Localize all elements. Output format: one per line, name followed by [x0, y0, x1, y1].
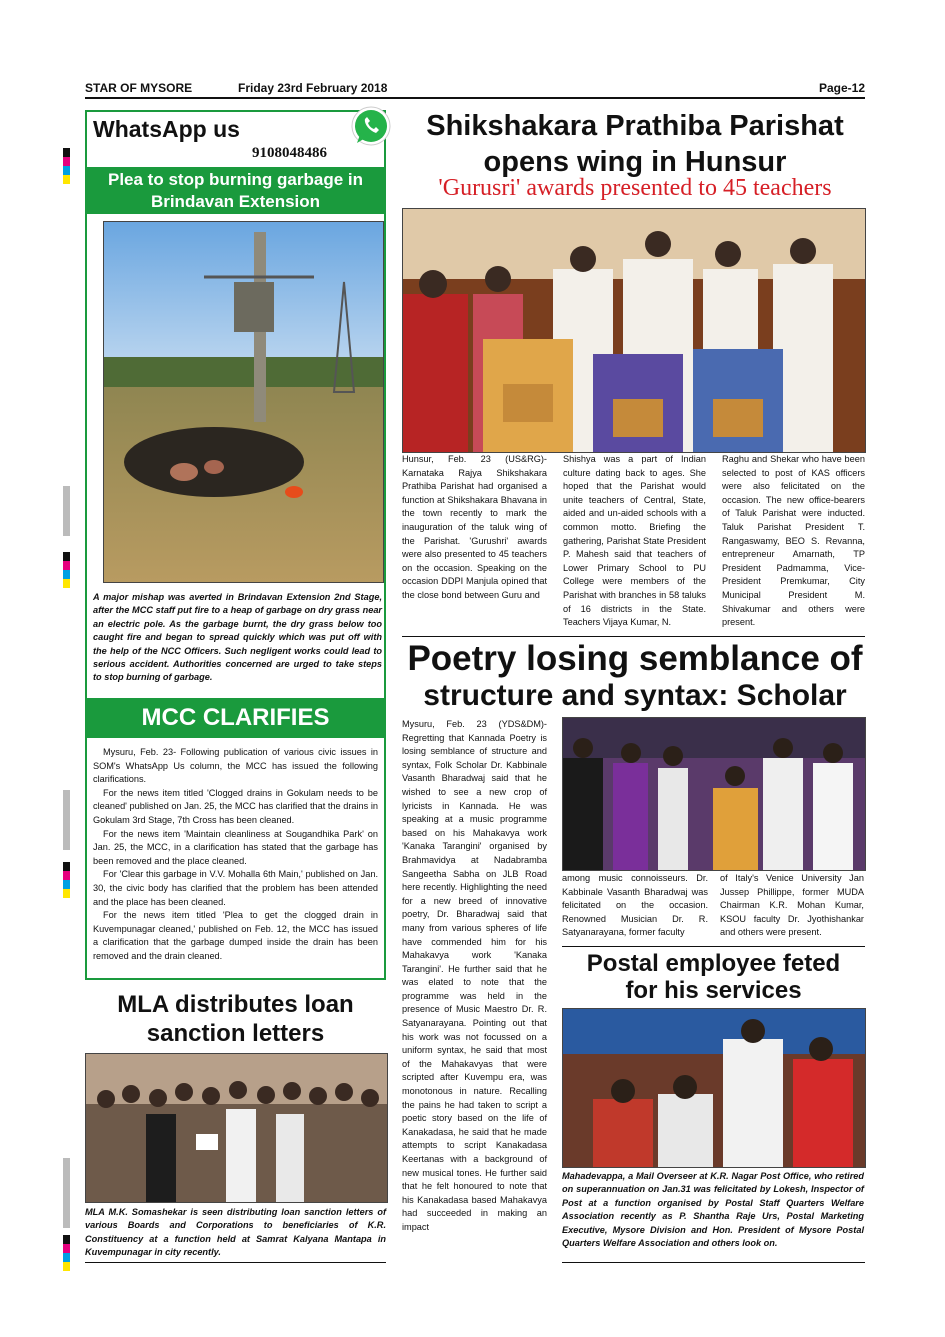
shikshakara-headline [400, 108, 870, 180]
mla-caption: MLA M.K. Somashekar is seen distributing loan sanction letters of various Boards and Corporations to beneficiaries of K.R. Constituency at a function held at Samrat Kalyana Mantapa in Kuvempunagar in city recently. [85, 1207, 386, 1258]
registration-marks-bottom [63, 1235, 70, 1271]
mcc-paragraph-5: For the news item titled 'Plea to get the clogged drain in Kuvempunagar cleaned,' published on Feb. 12, the MCC has issued a clarification that the garbage dumped inside the drain has been removed and the drain cleaned. [93, 910, 378, 961]
mla-photo [85, 1053, 388, 1203]
whatsapp-icon [349, 105, 393, 149]
registration-marks-middle [63, 552, 70, 588]
registration-marks-top [63, 148, 70, 184]
page-number: Page-12 [818, 81, 865, 95]
poetry-headline [400, 639, 870, 713]
issue-date: Friday 23rd February 2018 [238, 81, 388, 95]
mcc-paragraph-1: Mysuru, Feb. 23- Following publication of various civic issues in SOM's WhatsApp Us column, the MCC has issued the following clarifications. [93, 747, 378, 785]
mla-headline-line2: sanction letters [146, 1020, 325, 1047]
header-rule [85, 97, 865, 99]
shikshakara-col2: Shishya was a part of Indian culture dating back to ages. She hoped that the Parishat would unite teachers of Central, State, aided and un-aided schools with a common motto. Briefing the gathering, Parishat State President P. Mahesh said that teachers of Lower Primary School to PU College were members of the Parishat with branches in 58 taluks of 16 districts in the State. Teachers Vijaya Kumar, N. [563, 454, 706, 628]
poetry-col1: Mysuru, Feb. 23 (YDS&DM)- Regretting that Kannada Poetry is losing semblance of structure and syntax, Folk Scholar Dr. Kabbinale Vasanth Bharadwaj said that he wished to see a new crop of lyricists in Kannada. He was speaking at a music programme based on his Mahakavya work 'Kanaka Tarangini' organised by Brahmavidya at Nadabramba Sangeetha Sabha on JLB Road here recently. Highlighting the need for a new breed of innovative poetry, Dr. Bharadwaj said that many from various spheres of life have commended him for his Mahakavya work 'Kanaka Tarangini'. He further said that he was elated to note that the programme was held in the presence of Music Maestro Dr. R. Satyanarayana. Pointing out that his work was not focussed on a uniform syntax, he said that most of the Mahakavyas that were scripted after Kuvempu era, was monotonous in nature. Recalling the pains he had taken to script a poetic story based on the life of Kanakadasa, he said that he made attempts to script Kanakadasa Keertanas with a background of new musical tones. He further said that he felt honoured to note that his Kanakadasa based Mahakavya had succeeded in making an impact [402, 719, 547, 1232]
poetry-headline-line1: Poetry losing semblance of [407, 639, 863, 678]
registration-marks-lower [63, 862, 70, 898]
margin-grey-bar-2 [63, 790, 70, 850]
margin-grey-bar-3 [63, 1158, 70, 1228]
whatsapp-title: WhatsApp us [93, 116, 240, 142]
shikshakara-photo [402, 208, 866, 453]
mcc-title: MCC CLARIFIES [141, 704, 330, 731]
poetry-col2: among music connoisseurs. Dr. Kabbinale Vasanth Bharadwaj was felicitated on the occasion. Renowned Musician Dr. R. Satyanarayana, former faculty [562, 873, 708, 938]
postal-caption-rule [562, 1262, 865, 1263]
postal-headline-line2: for his services [625, 977, 802, 1004]
poetry-headline-line2: structure and syntax: Scholar [423, 679, 847, 712]
postal-headline [562, 950, 865, 1004]
shikshakara-col3: Raghu and Shekar who have been selected to post of KAS officers were also felicitated on the occasion. The new office-bearers of Taluk Parishat were inducted. Taluk Parishat President T. Rangaswamy, BEO S. Revanna, entrepreneur Amarnath, TP President Padmamma, Vice-President Premkumar, City Municipal President M. Shivakumar and others were present. [722, 454, 865, 628]
postal-headline-line1: Postal employee feted [586, 950, 841, 977]
postal-photo [562, 1008, 866, 1168]
mcc-body [93, 746, 378, 964]
postal-caption: Mahadevappa, a Mail Overseer at K.R. Nagar Post Office, who retired on superannuation on Jan.31 was felicitated by Lokesh, Inspector of Post at a function organised by Postal Staff Quarters Welfare Association recently as P. Shantha Raje Urs, Postal Marketing Executive, Mysore Division and Hon. President of Mysore Postal Quarters Welfare Association and others look on. [562, 1171, 864, 1249]
mcc-paragraph-3: For the news item 'Maintain cleanliness at Sougandhika Park' on Jan. 25, the MCC, in a clarification has stated that the garbage has been removed and the place cleaned. [93, 828, 378, 866]
mcc-paragraph-4: For 'Clear this garbage in V.V. Mohalla 6th Main,' published on Jan. 30, the civic body has clarified that the problem has been attended and the place has been cleaned. [93, 869, 378, 907]
whatsapp-phone: 9108048486 [252, 145, 327, 161]
mla-caption-rule [85, 1262, 386, 1263]
mcc-paragraph-2: For the news item titled 'Clogged drains in Gokulam needs to be cleaned' published on Jan. 25, the MCC has clarified that the drains in Gokulam 3rd Stage, 7th Cross has been cleaned. [93, 787, 378, 825]
whatsapp-headline: Plea to stop burning garbage in Brindavan Extension [107, 170, 364, 211]
paper-name: STAR OF MYSORE [85, 81, 193, 95]
shikshakara-headline-line2: opens wing in Hunsur [483, 146, 787, 178]
shikshakara-col1: Hunsur, Feb. 23 (US&RG)- Karnataka Rajya Shikshakara Prathiba Parishat had organised a function at Shikshakara Bhavana in the town recently to mark the inauguration of the taluk wing of the Parishat. 'Gurushri' awards were also presented to 45 teachers on the occasion. Speaking on the occasion DDPI Manjula opined that the close bond between Guru and [402, 454, 547, 600]
whatsapp-headline-band [87, 167, 384, 214]
shikshakara-rule [402, 636, 865, 637]
whatsapp-caption: A major mishap was averted in Brindavan Extension 2nd Stage, after the MCC staff put fire to a heap of garbage on dry grass near an electric pole. As the garbage burnt, the dry grass below too caught fire and began to spread quickly which was put off with the help of the NCC Officers. Such negligent works could lead to serious accident. Authorities concerned are urged to take steps to stop burning of garbage. [93, 592, 382, 683]
mcc-title-band [87, 698, 384, 738]
mla-headline-line1: MLA distributes loan [117, 991, 354, 1018]
shikshakara-subhead: 'Gurusri' awards presented to 45 teachers [438, 175, 832, 201]
poetry-col3: of Italy's Venice University Jan Jussep Phillippe, former MUDA Chairman K.R. Mohan Kumar, KSOU faculty Dr. Jyothishankar and others were present. [720, 873, 864, 938]
margin-grey-bar-1 [63, 486, 70, 536]
poetry-rule [562, 946, 865, 947]
mla-headline [85, 990, 386, 1048]
shikshakara-headline-line1: Shikshakara Prathiba Parishat [426, 110, 844, 142]
garbage-fire-photo [103, 221, 384, 583]
poetry-photo [562, 717, 866, 871]
